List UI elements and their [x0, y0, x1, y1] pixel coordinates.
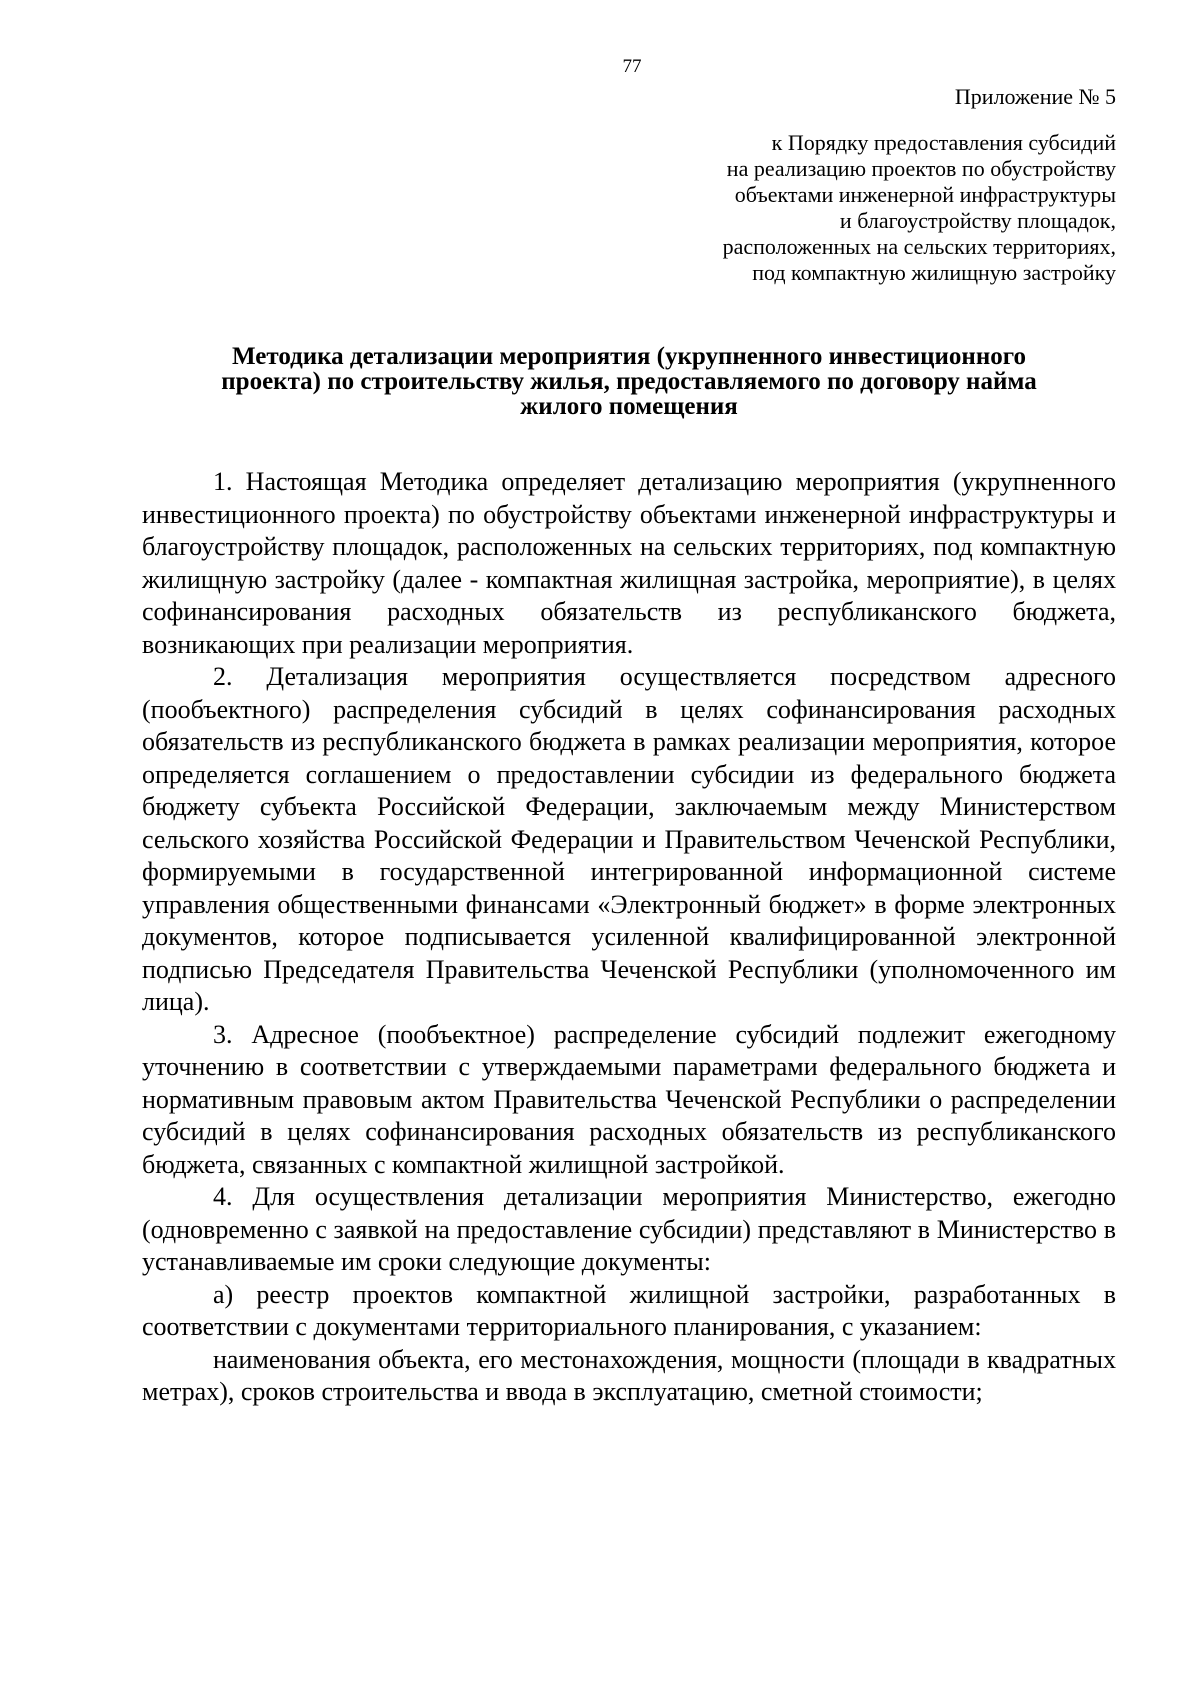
appendix-title: Приложение № 5: [954, 84, 1116, 109]
appendix-line: к Порядку предоставления субсидий: [771, 130, 1116, 155]
appendix-line: и благоустройству площадок,: [839, 208, 1116, 233]
page-number: 77: [622, 56, 642, 77]
appendix-line: расположенных на сельских территориях,: [722, 234, 1116, 259]
appendix-line: под компактную жилищную застройку: [752, 260, 1116, 285]
title-line: проекта) по строительству жилья, предоставляемого по договору найма: [221, 368, 1037, 395]
title-line: Методика детализации мероприятия (укрупненного инвестиционного: [232, 343, 1026, 370]
document-title: [142, 344, 1116, 419]
paragraph-1: 1. Настоящая Методика определяет детализацию мероприятия (укрупненного инвестиционного проекта) по обустройству объектами инженерной инфраструктуры и благоустройству площадок, расположенных на сельских территориях, под компактную жилищную застройку (далее - компактная жилищная застройка, мероприятие), в целях софинансирования расходных обязательств из республиканского бюджета, возникающих при реализации мероприятия.: [142, 467, 1116, 659]
appendix-block: [560, 84, 1116, 286]
appendix-line: на реализацию проектов по обустройству: [726, 156, 1116, 181]
paragraph-4: 4. Для осуществления детализации мероприятия Министерство, ежегодно (одновременно с заявкой на предоставление субсидии) представляют в Министерство в устанавливаемые им сроки следующие документы:: [142, 1182, 1116, 1276]
paragraph-3: 3. Адресное (пообъектное) распределение субсидий подлежит ежегодному уточнению в соответствии с утверждаемыми параметрами федерального бюджета и нормативным правовым актом Правительства Чеченской Республики о распределении субсидий в целях софинансирования расходных обязательств из республиканского бюджета, связанных с компактной жилищной застройкой.: [142, 1019, 1116, 1179]
paragraph-2: 2. Детализация мероприятия осуществляется посредством адресного (пообъектного) распределения субсидий в целях софинансирования расходных обязательств из республиканского бюджета в рамках реализации мероприятия, которое определяется соглашением о предоставлении субсидии из федерального бюджета бюджету субъекта Российской Федерации, заключаемым между Министерством сельского хозяйства Российской Федерации и Правительством Чеченской Республики, формируемыми в государственной интегрированной информационной системе управления общественными финансами «Электронный бюджет» в форме электронных документов, которое подписывается усиленной квалифицированной электронной подписью Председателя Правительства Чеченской Республики (уполномоченного им лица).: [142, 662, 1116, 1016]
paragraph-4a: а) реестр проектов компактной жилищной застройки, разработанных в соответствии с документами территориального планирования, с указанием:: [142, 1279, 1116, 1341]
document-body: [142, 466, 1116, 1409]
appendix-reference: [560, 130, 1116, 286]
appendix-line: объектами инженерной инфраструктуры: [734, 182, 1116, 207]
title-line: жилого помещения: [520, 393, 738, 420]
paragraph-4a-details: наименования объекта, его местонахождения, мощности (площади в квадратных метрах), сроков строительства и ввода в эксплуатацию, сметной стоимости;: [142, 1344, 1116, 1406]
